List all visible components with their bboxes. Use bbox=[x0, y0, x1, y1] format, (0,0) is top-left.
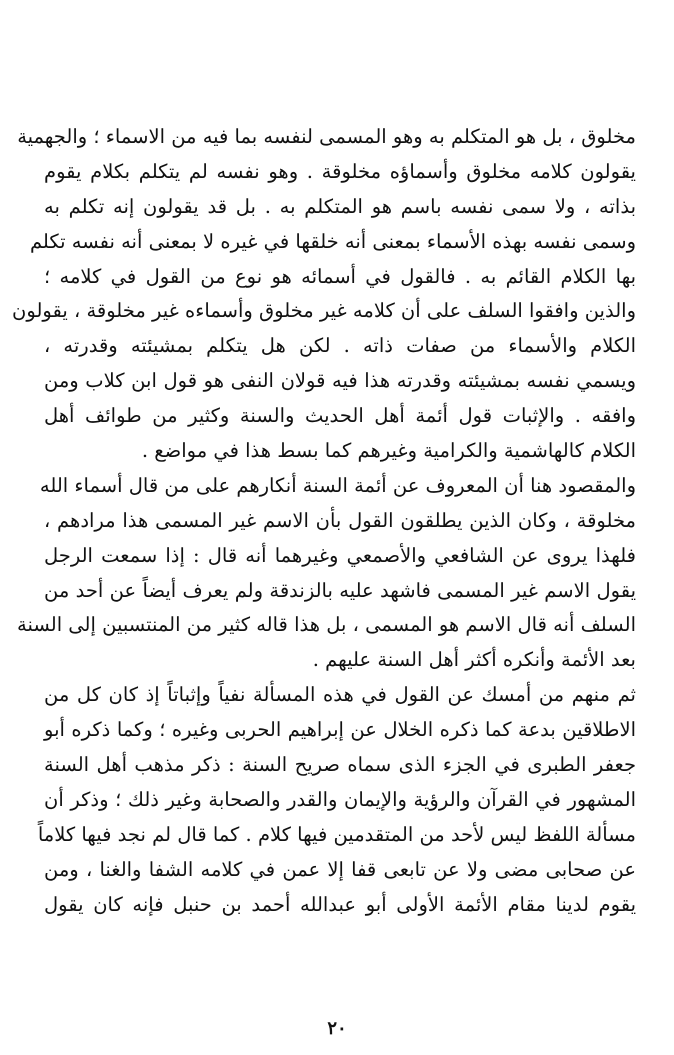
text-line: ويسمي نفسه بمشيئته وقدرته هذا فيه قولان النفى هو قول ابن كلاب ومن bbox=[44, 369, 636, 393]
text-line: السلف أنه قال الاسم هو المسمى ، بل هذا قاله كثير من المنتسبين إلى السنة bbox=[17, 613, 636, 637]
text-line: عن صحابى مضى ولا عن تابعى قفا إلا عمن في كلامه الشفا والغنا ، ومن bbox=[44, 857, 636, 881]
text-line: مخلوق ، بل هو المتكلم به وهو المسمى لنفسه بما فيه من الاسماء ؛ والجهمية bbox=[17, 125, 636, 148]
text-line: يقوم لدينا مقام الأئمة الأولى أبو عبدالله أحمد بن حنبل فإنه كان يقول bbox=[44, 892, 636, 916]
text-line: والذين وافقوا السلف على أن كلامه غير مخلوق وأسماءه غير مخلوقة ، يقولون bbox=[12, 299, 636, 323]
text-line: مسألة اللفظ ليس لأحد من المتقدمين فيها كلام . كما قال لم نجد فيها كلاماً bbox=[37, 822, 636, 846]
text-line: المشهور في القرآن والرؤية والإيمان والقدر والصحابة وغير ذلك ؛ وذكر أن bbox=[44, 787, 636, 811]
paragraph-end-line: الكلام كالهاشمية والكرامية وغيرهم كما بسط هذا في مواضع . bbox=[141, 439, 636, 463]
text-line: يقولون كلامه مخلوق وأسماؤه مخلوقة . وهو نفسه لم يتكلم بكلام يقوم bbox=[44, 159, 636, 183]
text-line: والمقصود هنا أن المعروف عن أئمة السنة أنكارهم على من قال أسماء الله bbox=[39, 473, 636, 497]
page-number: ٢٠ bbox=[327, 1018, 347, 1039]
text-line: وافقه . والإثبات قول أئمة أهل الحديث والسنة وكثير من طوائف أهل bbox=[44, 404, 636, 428]
body-text bbox=[12, 120, 636, 922]
text-line: بذاته ، ولا سمى نفسه باسم هو المتكلم به . بل قد يقولون إنه تكلم به bbox=[44, 194, 636, 218]
paragraph-end-line: بعد الأئمة وأنكره أكثر أهل السنة عليهم . bbox=[312, 648, 636, 672]
text-line: الكلام والأسماء من صفات ذاته . لكن هل يتكلم بمشيئته وقدرته ، bbox=[44, 334, 636, 358]
text-line: يقول الاسم غير المسمى فاشهد عليه بالزندقة ولم يعرف أيضاً عن أحد من bbox=[44, 578, 636, 602]
text-line: وسمى نفسه بهذه الأسماء بمعنى أنه خلقها في غيره لا بمعنى أنه نفسه تكلم bbox=[29, 229, 636, 253]
text-line: جعفر الطبرى في الجزء الذى سماه صريح السنة : ذكر مذهب أهل السنة bbox=[44, 753, 636, 777]
text-line: مخلوقة ، وكان الذين يطلقون القول بأن الاسم غير المسمى هذا مرادهم ، bbox=[44, 508, 636, 532]
text-line: بها الكلام القائم به . فالقول في أسمائه هو نوع من القول في كلامه ؛ bbox=[44, 264, 636, 288]
text-line: الاطلاقين بدعة كما ذكره الخلال عن إبراهيم الحربى وغيره ؛ وكما ذكره أبو bbox=[44, 718, 636, 742]
text-line: فلهذا يروى عن الشافعي والأصمعي وغيرهما أنه قال : إذا سمعت الرجل bbox=[44, 543, 636, 567]
text-line: ثم منهم من أمسك عن القول في هذه المسألة نفياً وإثباتاً إذ كان كل من bbox=[44, 683, 636, 707]
